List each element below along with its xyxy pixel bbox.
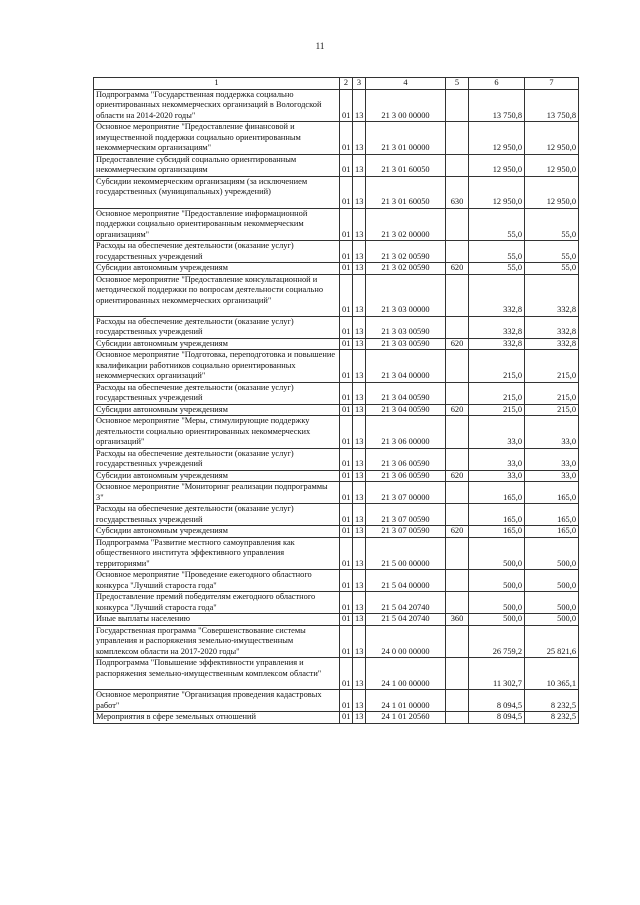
- amount-2020-cell: 12 950,0: [525, 122, 579, 155]
- header-cell: 3: [353, 78, 366, 90]
- expense-type-cell: [446, 241, 469, 263]
- amount-2019-cell: 55,0: [469, 263, 525, 275]
- amount-2020-cell: 55,0: [525, 241, 579, 263]
- expense-type-cell: [446, 504, 469, 526]
- row-name-cell: Основное мероприятие "Подготовка, переподготовка и повышение квалификации работников социально ориентированных некоммерческих организаций": [94, 350, 340, 383]
- row-name-cell: Основное мероприятие "Организация проведения кадастровых работ": [94, 690, 340, 712]
- subsection-cell: 13: [353, 614, 366, 626]
- section-cell: 01: [340, 537, 353, 570]
- table-row: [94, 316, 579, 338]
- table-row: [94, 208, 579, 241]
- section-cell: 01: [340, 263, 353, 275]
- amount-2019-cell: 332,8: [469, 338, 525, 350]
- expense-type-cell: [446, 122, 469, 155]
- target-article-cell: 21 3 01 60050: [366, 154, 446, 176]
- subsection-cell: 13: [353, 338, 366, 350]
- expense-type-cell: 620: [446, 470, 469, 482]
- section-cell: 01: [340, 712, 353, 724]
- row-name-cell: Субсидии некоммерческим организациям (за исключением государственных (муниципальных) учреждений): [94, 176, 340, 208]
- subsection-cell: 13: [353, 526, 366, 538]
- table-row: [94, 482, 579, 504]
- table-row: [94, 122, 579, 155]
- amount-2019-cell: 215,0: [469, 404, 525, 416]
- amount-2020-cell: 500,0: [525, 537, 579, 570]
- header-cell: 1: [94, 78, 340, 90]
- section-cell: 01: [340, 338, 353, 350]
- amount-2019-cell: 8 094,5: [469, 690, 525, 712]
- target-article-cell: 21 3 02 00590: [366, 241, 446, 263]
- section-cell: 01: [340, 482, 353, 504]
- table-row: [94, 176, 579, 208]
- target-article-cell: 21 3 06 00000: [366, 416, 446, 449]
- target-article-cell: 21 3 02 00590: [366, 263, 446, 275]
- expense-type-cell: [446, 570, 469, 592]
- row-name-cell: Основное мероприятие "Предоставление консультационной и методической поддержки по вопросам деятельности социально ориентированных некоммерческих организаций": [94, 274, 340, 316]
- table-body: [94, 89, 579, 723]
- amount-2019-cell: 33,0: [469, 416, 525, 449]
- target-article-cell: 21 3 07 00000: [366, 482, 446, 504]
- expense-type-cell: 620: [446, 338, 469, 350]
- expense-type-cell: [446, 625, 469, 658]
- subsection-cell: 13: [353, 712, 366, 724]
- amount-2020-cell: 165,0: [525, 526, 579, 538]
- subsection-cell: 13: [353, 416, 366, 449]
- subsection-cell: 13: [353, 89, 366, 122]
- expense-type-cell: [446, 592, 469, 614]
- expense-type-cell: [446, 448, 469, 470]
- row-name-cell: Расходы на обеспечение деятельности (оказание услуг) государственных учреждений: [94, 316, 340, 338]
- section-cell: 01: [340, 404, 353, 416]
- section-cell: 01: [340, 176, 353, 208]
- row-name-cell: Основное мероприятие "Мониторинг реализации подпрограммы 3": [94, 482, 340, 504]
- subsection-cell: 13: [353, 592, 366, 614]
- row-name-cell: Субсидии автономным учреждениям: [94, 338, 340, 350]
- amount-2019-cell: 165,0: [469, 526, 525, 538]
- expense-type-cell: 620: [446, 263, 469, 275]
- target-article-cell: 21 3 04 00590: [366, 404, 446, 416]
- row-name-cell: Предоставление премий победителям ежегодного областного конкурса "Лучший староста года": [94, 592, 340, 614]
- section-cell: 01: [340, 241, 353, 263]
- expense-type-cell: 630: [446, 176, 469, 208]
- section-cell: 01: [340, 382, 353, 404]
- amount-2020-cell: 500,0: [525, 592, 579, 614]
- amount-2019-cell: 332,8: [469, 274, 525, 316]
- table-header-row: [94, 78, 579, 90]
- expense-type-cell: 620: [446, 526, 469, 538]
- section-cell: 01: [340, 448, 353, 470]
- table-row: [94, 570, 579, 592]
- amount-2019-cell: 332,8: [469, 316, 525, 338]
- row-name-cell: Основное мероприятие "Проведение ежегодного областного конкурса "Лучший староста года": [94, 570, 340, 592]
- target-article-cell: 21 3 07 00590: [366, 526, 446, 538]
- section-cell: 01: [340, 122, 353, 155]
- subsection-cell: 13: [353, 504, 366, 526]
- table-row: [94, 526, 579, 538]
- row-name-cell: Субсидии автономным учреждениям: [94, 404, 340, 416]
- target-article-cell: 21 5 00 00000: [366, 537, 446, 570]
- table-row: [94, 274, 579, 316]
- amount-2020-cell: 500,0: [525, 570, 579, 592]
- amount-2020-cell: 332,8: [525, 316, 579, 338]
- table-row: [94, 470, 579, 482]
- amount-2019-cell: 500,0: [469, 614, 525, 626]
- amount-2019-cell: 12 950,0: [469, 154, 525, 176]
- section-cell: 01: [340, 208, 353, 241]
- amount-2019-cell: 55,0: [469, 241, 525, 263]
- amount-2020-cell: 332,8: [525, 338, 579, 350]
- row-name-cell: Расходы на обеспечение деятельности (оказание услуг) государственных учреждений: [94, 382, 340, 404]
- amount-2019-cell: 33,0: [469, 470, 525, 482]
- amount-2019-cell: 12 950,0: [469, 176, 525, 208]
- row-name-cell: Субсидии автономным учреждениям: [94, 263, 340, 275]
- target-article-cell: 21 3 03 00590: [366, 316, 446, 338]
- section-cell: 01: [340, 592, 353, 614]
- row-name-cell: Расходы на обеспечение деятельности (оказание услуг) государственных учреждений: [94, 448, 340, 470]
- expense-type-cell: [446, 350, 469, 383]
- section-cell: 01: [340, 526, 353, 538]
- table-row: [94, 448, 579, 470]
- row-name-cell: Мероприятия в сфере земельных отношений: [94, 712, 340, 724]
- amount-2020-cell: 13 750,8: [525, 89, 579, 122]
- amount-2020-cell: 8 232,5: [525, 712, 579, 724]
- row-name-cell: Подпрограмма "Развитие местного самоуправления как общественного института эффективного управления территориями": [94, 537, 340, 570]
- table-row: [94, 625, 579, 658]
- amount-2020-cell: 25 821,6: [525, 625, 579, 658]
- amount-2019-cell: 165,0: [469, 482, 525, 504]
- amount-2020-cell: 33,0: [525, 448, 579, 470]
- expense-type-cell: [446, 154, 469, 176]
- section-cell: 01: [340, 658, 353, 690]
- target-article-cell: 21 3 03 00590: [366, 338, 446, 350]
- table-row: [94, 404, 579, 416]
- amount-2020-cell: 215,0: [525, 382, 579, 404]
- expense-type-cell: [446, 316, 469, 338]
- amount-2020-cell: 332,8: [525, 274, 579, 316]
- row-name-cell: Государственная программа "Совершенствование системы управления и распоряжения земельно-имущественным комплексом области на 2017-2020 годы": [94, 625, 340, 658]
- section-cell: 01: [340, 350, 353, 383]
- amount-2019-cell: 215,0: [469, 382, 525, 404]
- target-article-cell: 24 0 00 00000: [366, 625, 446, 658]
- subsection-cell: 13: [353, 570, 366, 592]
- row-name-cell: Субсидии автономным учреждениям: [94, 526, 340, 538]
- amount-2020-cell: 55,0: [525, 208, 579, 241]
- amount-2019-cell: 215,0: [469, 350, 525, 383]
- subsection-cell: 13: [353, 274, 366, 316]
- section-cell: 01: [340, 614, 353, 626]
- subsection-cell: 13: [353, 382, 366, 404]
- row-name-cell: Предоставление субсидий социально ориентированным некоммерческим организациям: [94, 154, 340, 176]
- subsection-cell: 13: [353, 122, 366, 155]
- target-article-cell: 21 3 04 00590: [366, 382, 446, 404]
- row-name-cell: Субсидии автономным учреждениям: [94, 470, 340, 482]
- section-cell: 01: [340, 154, 353, 176]
- amount-2019-cell: 13 750,8: [469, 89, 525, 122]
- row-name-cell: Расходы на обеспечение деятельности (оказание услуг) государственных учреждений: [94, 241, 340, 263]
- amount-2020-cell: 55,0: [525, 263, 579, 275]
- row-name-cell: Основное мероприятие "Меры, стимулирующие поддержку деятельности социально ориентированных некоммерческих организаций": [94, 416, 340, 449]
- amount-2019-cell: 500,0: [469, 592, 525, 614]
- table-row: [94, 263, 579, 275]
- amount-2019-cell: 165,0: [469, 504, 525, 526]
- amount-2020-cell: 215,0: [525, 404, 579, 416]
- amount-2019-cell: 500,0: [469, 570, 525, 592]
- subsection-cell: 13: [353, 448, 366, 470]
- table-row: [94, 338, 579, 350]
- target-article-cell: 21 3 02 00000: [366, 208, 446, 241]
- amount-2020-cell: 500,0: [525, 614, 579, 626]
- subsection-cell: 13: [353, 241, 366, 263]
- row-name-cell: Иные выплаты населению: [94, 614, 340, 626]
- subsection-cell: 13: [353, 350, 366, 383]
- amount-2020-cell: 33,0: [525, 416, 579, 449]
- subsection-cell: 13: [353, 154, 366, 176]
- section-cell: 01: [340, 570, 353, 592]
- expense-type-cell: 360: [446, 614, 469, 626]
- target-article-cell: 21 3 01 00000: [366, 122, 446, 155]
- target-article-cell: 21 3 03 00000: [366, 274, 446, 316]
- table-row: [94, 154, 579, 176]
- target-article-cell: 21 5 04 20740: [366, 614, 446, 626]
- expense-type-cell: [446, 482, 469, 504]
- subsection-cell: 13: [353, 625, 366, 658]
- subsection-cell: 13: [353, 176, 366, 208]
- row-name-cell: Расходы на обеспечение деятельности (оказание услуг) государственных учреждений: [94, 504, 340, 526]
- amount-2019-cell: 33,0: [469, 448, 525, 470]
- amount-2019-cell: 8 094,5: [469, 712, 525, 724]
- table-row: [94, 241, 579, 263]
- row-name-cell: Подпрограмма "Государственная поддержка социально ориентированных некоммерческих организаций в Вологодской области на 2014-2020 годы": [94, 89, 340, 122]
- table-row: [94, 504, 579, 526]
- target-article-cell: 21 5 04 00000: [366, 570, 446, 592]
- expense-type-cell: 620: [446, 404, 469, 416]
- amount-2019-cell: 55,0: [469, 208, 525, 241]
- target-article-cell: 24 1 00 00000: [366, 658, 446, 690]
- table-row: [94, 89, 579, 122]
- amount-2020-cell: 8 232,5: [525, 690, 579, 712]
- subsection-cell: 13: [353, 537, 366, 570]
- expense-type-cell: [446, 89, 469, 122]
- section-cell: 01: [340, 470, 353, 482]
- expense-type-cell: [446, 274, 469, 316]
- subsection-cell: 13: [353, 690, 366, 712]
- expense-type-cell: [446, 416, 469, 449]
- section-cell: 01: [340, 625, 353, 658]
- row-name-cell: Основное мероприятие "Предоставление информационной поддержки социально ориентированным некоммерческим организациям": [94, 208, 340, 241]
- amount-2019-cell: 11 302,7: [469, 658, 525, 690]
- expense-type-cell: [446, 712, 469, 724]
- subsection-cell: 13: [353, 482, 366, 504]
- amount-2019-cell: 12 950,0: [469, 122, 525, 155]
- table-row: [94, 712, 579, 724]
- section-cell: 01: [340, 416, 353, 449]
- row-name-cell: Основное мероприятие "Предоставление финансовой и имущественной поддержки социально ориентированным некоммерческим организациям": [94, 122, 340, 155]
- table-row: [94, 350, 579, 383]
- amount-2019-cell: 26 759,2: [469, 625, 525, 658]
- table-row: [94, 382, 579, 404]
- target-article-cell: 24 1 01 20560: [366, 712, 446, 724]
- table-row: [94, 614, 579, 626]
- header-cell: 6: [469, 78, 525, 90]
- amount-2020-cell: 12 950,0: [525, 154, 579, 176]
- section-cell: 01: [340, 89, 353, 122]
- subsection-cell: 13: [353, 263, 366, 275]
- target-article-cell: 21 3 06 00590: [366, 470, 446, 482]
- subsection-cell: 13: [353, 208, 366, 241]
- target-article-cell: 21 3 06 00590: [366, 448, 446, 470]
- subsection-cell: 13: [353, 470, 366, 482]
- subsection-cell: 13: [353, 404, 366, 416]
- expense-type-cell: [446, 658, 469, 690]
- target-article-cell: 21 3 04 00000: [366, 350, 446, 383]
- target-article-cell: 21 5 04 20740: [366, 592, 446, 614]
- table-row: [94, 658, 579, 690]
- target-article-cell: 24 1 01 00000: [366, 690, 446, 712]
- subsection-cell: 13: [353, 316, 366, 338]
- expense-type-cell: [446, 382, 469, 404]
- row-name-cell: Подпрограмма "Повышение эффективности управления и распоряжения земельно-имущественным комплексом области": [94, 658, 340, 690]
- expense-type-cell: [446, 208, 469, 241]
- amount-2020-cell: 215,0: [525, 350, 579, 383]
- target-article-cell: 21 3 01 60050: [366, 176, 446, 208]
- target-article-cell: 21 3 07 00590: [366, 504, 446, 526]
- budget-table: [93, 77, 579, 724]
- table-row: [94, 537, 579, 570]
- expense-type-cell: [446, 537, 469, 570]
- header-cell: 7: [525, 78, 579, 90]
- amount-2019-cell: 500,0: [469, 537, 525, 570]
- table-row: [94, 416, 579, 449]
- target-article-cell: 21 3 00 00000: [366, 89, 446, 122]
- amount-2020-cell: 12 950,0: [525, 176, 579, 208]
- header-cell: 2: [340, 78, 353, 90]
- amount-2020-cell: 165,0: [525, 482, 579, 504]
- section-cell: 01: [340, 316, 353, 338]
- section-cell: 01: [340, 504, 353, 526]
- expense-type-cell: [446, 690, 469, 712]
- section-cell: 01: [340, 274, 353, 316]
- table-row: [94, 592, 579, 614]
- header-cell: 5: [446, 78, 469, 90]
- subsection-cell: 13: [353, 658, 366, 690]
- amount-2020-cell: 165,0: [525, 504, 579, 526]
- section-cell: 01: [340, 690, 353, 712]
- table-row: [94, 690, 579, 712]
- page-number: 11: [315, 41, 325, 51]
- header-cell: 4: [366, 78, 446, 90]
- amount-2020-cell: 33,0: [525, 470, 579, 482]
- amount-2020-cell: 10 365,1: [525, 658, 579, 690]
